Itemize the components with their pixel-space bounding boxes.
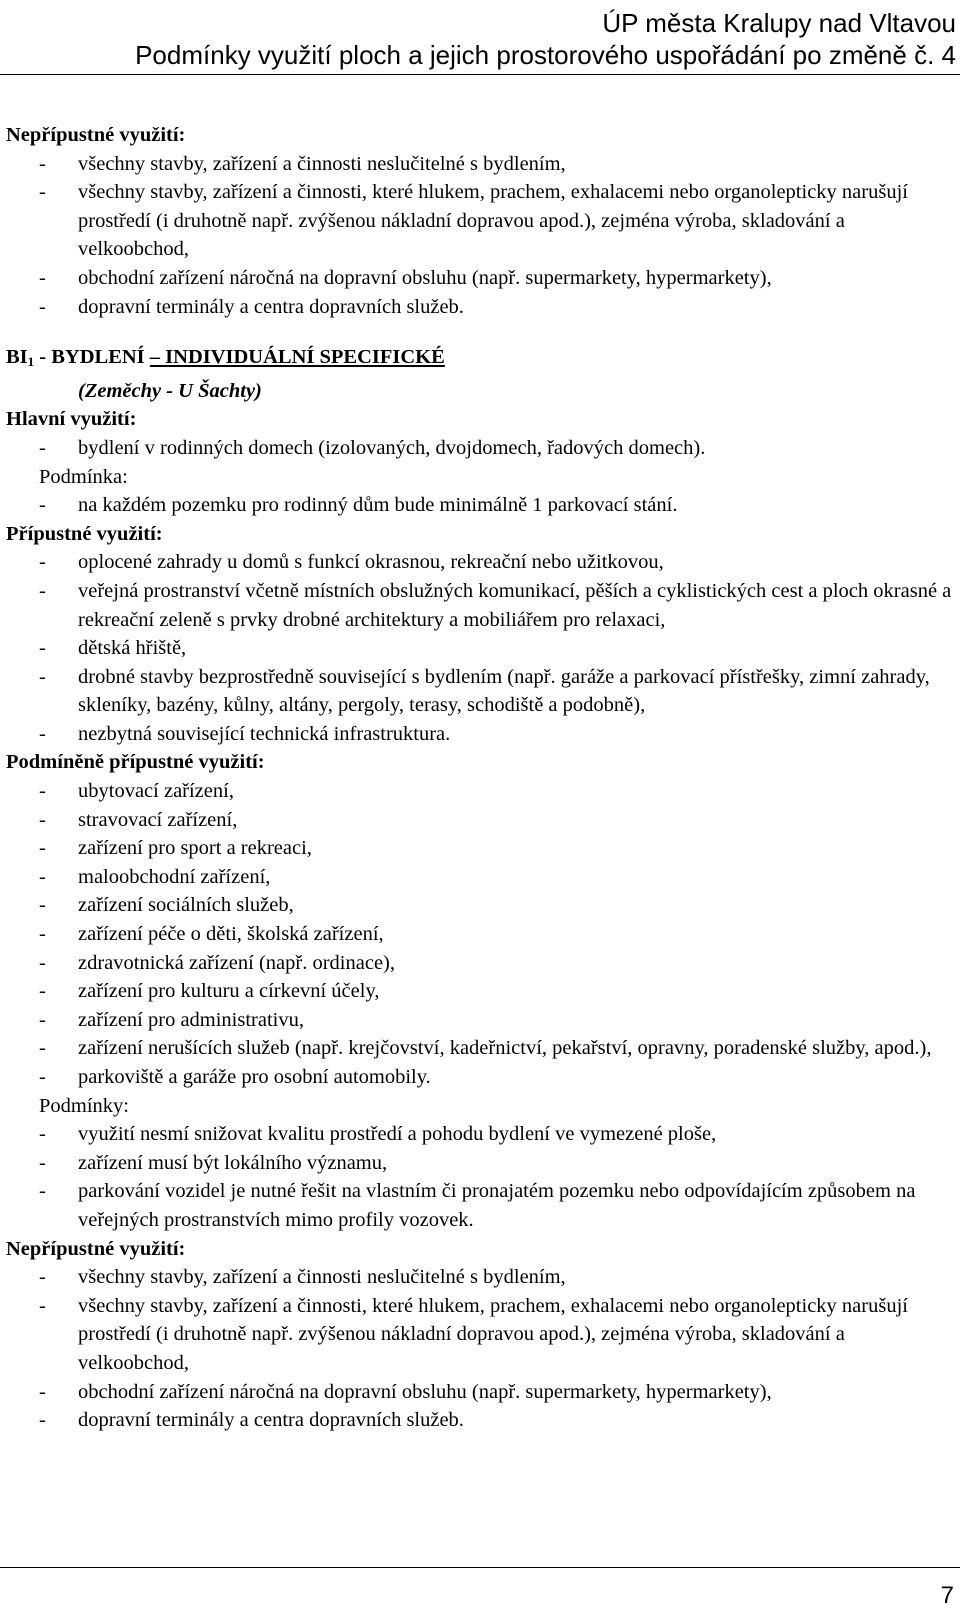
footer-divider [0, 1567, 960, 1568]
list-item: - nezbytná související technická infrastruktura. [39, 722, 451, 745]
list-item: - obchodní zařízení náročná na dopravní obsluhu (např. supermarkety, hypermarkety), [39, 1380, 772, 1403]
list-item: - na každém pozemku pro rodinný dům bude minimálně 1 parkovací stání. [39, 494, 678, 517]
list-dash: - [39, 266, 46, 289]
list-item: - všechny stavby, zařízení a činnosti, které hlukem, prachem, exhalacemi nebo organolepticky narušují prostředí (i druhotně např. zvýšenou nákladní dopravou apod.), zejména výroba, skladování a velkoobchod, [39, 1294, 908, 1374]
list-item: - všechny stavby, zařízení a činnosti neslučitelné s bydlením, [6, 150, 956, 179]
list-item: - oplocené zahrady u domů s funkcí okrasnou, rekreační nebo užitkovou, [39, 551, 664, 574]
list-dash: - [39, 181, 46, 204]
header-divider [0, 74, 960, 75]
list-nepripustne [6, 1263, 956, 1435]
document-body [6, 121, 956, 1435]
label-podminky: Podmínky: [39, 1094, 129, 1117]
list-item: - veřejná prostranství včetně místních obslužných komunikací, pěších a cyklistických cest a ploch okrasné a rekreační zeleně s prvky drobné architektury a mobiliářem pro relaxaci, [39, 579, 952, 631]
list-item: - bydlení v rodinných domech (izolovaných, dvojdomech, řadových domech). [39, 436, 706, 459]
list-item: - zařízení nerušících služeb (např. krejčovství, kadeřnictví, pekařství, opravny, poradenské služby, apod.), [39, 1037, 932, 1060]
list-item: - parkoviště a garáže pro osobní automobily. [39, 1066, 431, 1088]
list-item: - parkování vozidel je nutné řešit na vlastním či pronajatém pozemku nebo odpovídajícím způsobem na veřejných prostranstvích mimo profily vozovek. [39, 1180, 916, 1231]
list-item: - zařízení péče o děti, školská zařízení, [39, 923, 384, 946]
list-item: - zdravotnická zařízení (např. ordinace), [39, 951, 395, 974]
page-number: 7 [940, 1582, 954, 1609]
document-subtitle: Podmínky využití ploch a jejich prostorového uspořádání po změně č. 4 [135, 40, 956, 70]
section-title-bi1: $BI_1$ - BYDLENÍ – INDIVIDUÁLNÍ SPECIFICKÉ [6, 346, 445, 370]
list-item: - zařízení pro kulturu a církevní účely, [39, 980, 380, 1003]
list-item: - zařízení pro administrativu, [39, 1008, 304, 1031]
heading-nepripustne-prev: Nepřípustné využití: [6, 124, 186, 146]
list-item: - všechny stavby, zařízení a činnosti neslučitelné s bydlením, [39, 1266, 566, 1289]
heading-pripustne: Přípustné využití: [6, 522, 163, 545]
label-podminka: Podmínka: [39, 465, 128, 488]
list-item: - obchodní zařízení náročná na dopravní obsluhu (např. supermarkety, hypermarkety), [6, 264, 956, 293]
list-item: - stravovací zařízení, [39, 808, 238, 831]
list-item: - dopravní terminály a centra dopravních služeb. [6, 293, 956, 322]
list-item: - dopravní terminály a centra dopravních služeb. [39, 1409, 464, 1432]
list-item: - ubytovací zařízení, [39, 780, 234, 803]
page-header [0, 0, 960, 74]
list-item: - maloobchodní zařízení, [39, 865, 271, 888]
list-item: - zařízení musí být lokálního významu, [39, 1151, 388, 1174]
heading-hlavni: Hlavní využití: [6, 408, 137, 431]
list-item: - zařízení sociálních služeb, [39, 894, 294, 917]
list-pripustne [6, 548, 956, 748]
list-nepripustne-prev [6, 150, 956, 322]
list-item: - využití nesmí snižovat kvalitu prostředí a pohodu bydlení ve vymezené ploše, [39, 1123, 717, 1146]
list-podminky [6, 1120, 956, 1234]
list-item: - všechny stavby, zařízení a činnosti, které hlukem, prachem, exhalacemi nebo organolepticky narušují prostředí (i druhotně např. zvýšenou nákladní dopravou apod.), zejména výroba, skladování a velkoobchod, [6, 178, 956, 264]
document-title: ÚP města Kralupy nad Vltavou [602, 8, 956, 38]
list-item: - drobné stavby bezprostředně související s bydlením (např. garáže a parkovací přístřešky, zimní zahrady, skleníky, bazény, kůlny, altány, pergoly, terasy, schodiště a podobně), [39, 665, 930, 717]
heading-nepripustne: Nepřípustné využití: [6, 1237, 186, 1260]
list-item: - dětská hřiště, [39, 637, 187, 660]
heading-podminene: Podmíněně přípustné využití: [6, 751, 265, 774]
list-dash: - [39, 295, 46, 318]
list-podminene [6, 777, 956, 1092]
list-dash: - [39, 152, 46, 175]
section-subtitle-locality: (Zeměchy - U Šachty) [78, 379, 262, 402]
list-item: - zařízení pro sport a rekreaci, [39, 837, 312, 860]
